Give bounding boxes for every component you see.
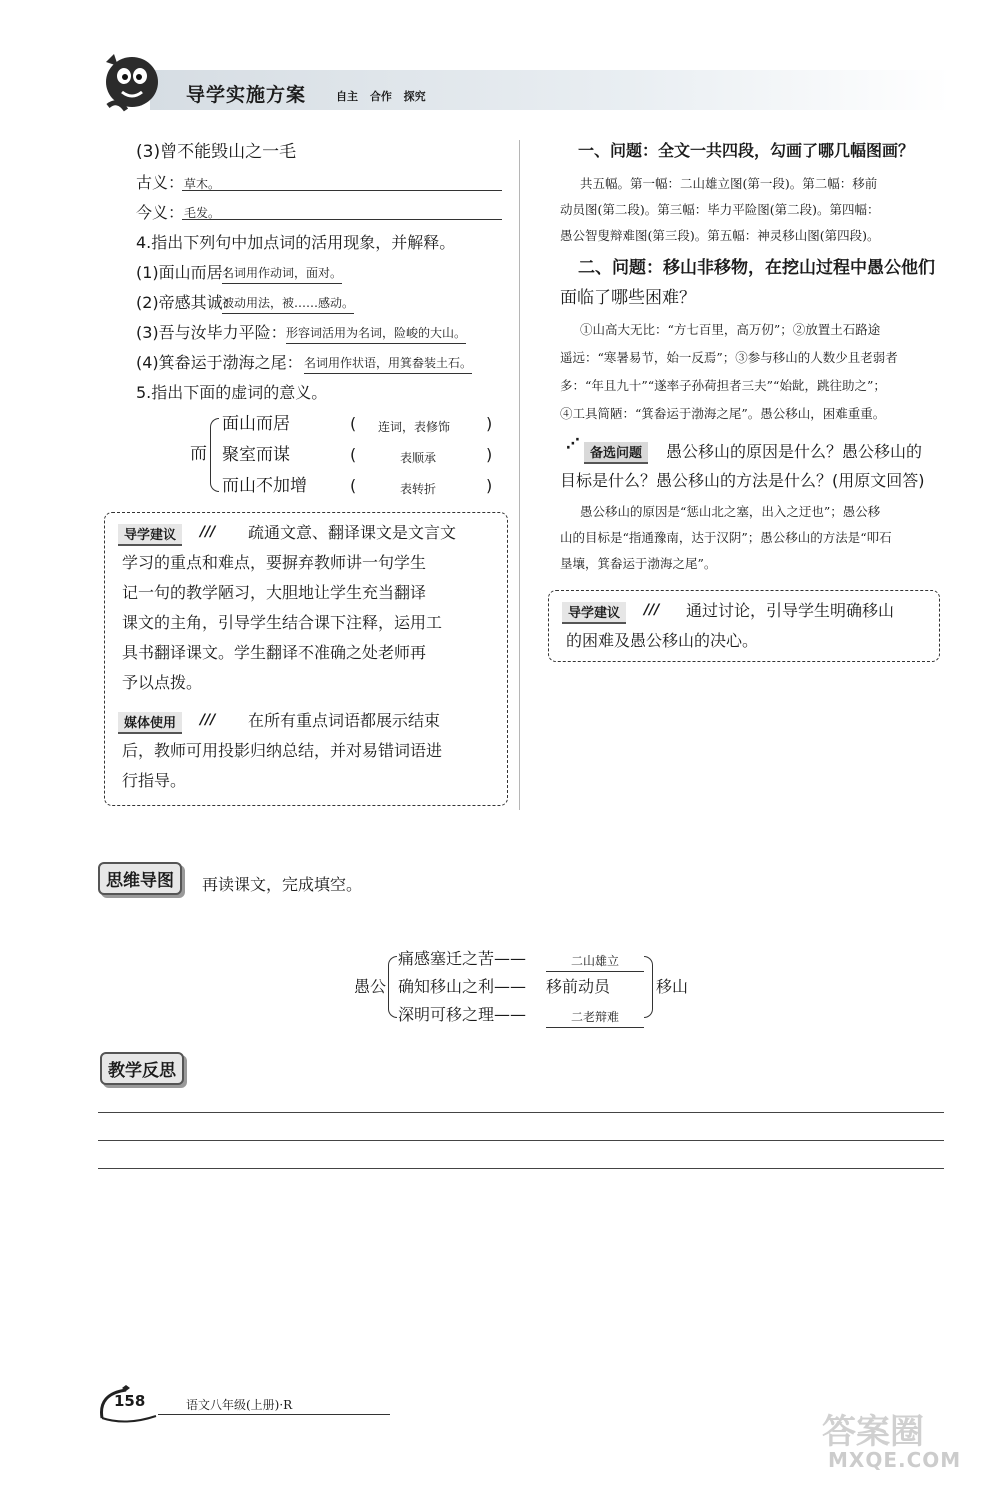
media-line-2: 后，教师可用投影归纳总结，并对易错词语进: [122, 741, 443, 760]
guidance-tag-left: 导学建议: [118, 524, 182, 546]
mindmap-row-2: 确知移山之利——: [398, 977, 527, 996]
q4-answer-2: 被动用法，被……感动。: [222, 294, 354, 314]
er-paren-open-3: (: [350, 476, 357, 495]
watermark-logo: 答案圈: [822, 1412, 924, 1452]
er-answer-2: 表顺承: [400, 451, 437, 465]
er-paren-open-1: (: [350, 414, 357, 433]
er-paren-open-2: (: [350, 445, 357, 464]
mindmap-row-3: 深明可移之理——: [398, 1005, 527, 1024]
question-1: 一、问题：全文一共四段，勾画了哪几幅图画？: [578, 141, 915, 160]
er-char: 而: [190, 444, 207, 464]
q4-item-2: (2)帝感其诚：: [136, 293, 239, 312]
er-item-2: 聚室而谋: [222, 445, 290, 465]
answer-2-line-1: ①山高大无比：“方七百里，高万仞”；②放置土石路途: [580, 322, 881, 337]
mindmap-tag: 思维导图: [98, 862, 182, 895]
er-paren-close-1: ): [486, 414, 493, 433]
mindmap-answer-2: 移前动员: [546, 977, 611, 996]
footer-rule: [158, 1414, 390, 1415]
q4-item-3: (3)吾与汝毕力平险：: [136, 323, 287, 342]
reflection-line-1: [98, 1112, 944, 1113]
alt-question-dots: ⋰: [566, 436, 580, 452]
gu-answer-line: [182, 190, 502, 191]
watermark-url: MXQE.COM: [828, 1448, 962, 1472]
q4-item-4: (4)箕畚运于渤海之尾：: [136, 353, 303, 372]
gu-label: 古义：: [136, 173, 185, 192]
mascot-logo: [96, 48, 166, 118]
reflection-line-3: [98, 1168, 944, 1169]
gu-answer: 草木。: [184, 177, 221, 191]
jin-answer-line: [182, 219, 502, 220]
tag-slashes-3: ///: [644, 602, 660, 618]
er-answer-1: 连词，表修饰: [378, 420, 451, 434]
item3-label: (3)曾不能毁山之一毛: [136, 142, 297, 162]
reflection-tag: 教学反思: [100, 1052, 184, 1085]
mindmap-result: 移山: [656, 977, 689, 996]
q4-answer-1: 名词用作动词，面对。: [222, 264, 342, 284]
mindmap-root: 愚公: [354, 977, 387, 996]
guidance-tag-right: 导学建议: [562, 602, 626, 624]
answer-2-line-2: 遥远：“寒暑易节，始一反焉”；③参与移山的人数少且老弱者: [560, 350, 898, 365]
guidance-right-line-2: 的困难及愚公移山的决心。: [566, 631, 759, 650]
media-tag: 媒体使用: [118, 712, 182, 734]
answer-2-line-4: ④工具简陋：“箕畚运于渤海之尾”。愚公移山，困难重重。: [560, 406, 886, 421]
mindmap-instruction: 再读课文，完成填空。: [202, 875, 363, 894]
book-title: 语文八年级(上册)·R: [186, 1398, 293, 1412]
answer-3-line-1: 愚公移山的原因是“惩山北之塞，出入之迂也”；愚公移: [580, 504, 881, 519]
tag-slashes: ///: [200, 524, 216, 540]
er-paren-close-3: ): [486, 476, 493, 495]
reflection-line-2: [98, 1140, 944, 1141]
mindmap-right-brace: [644, 956, 653, 1018]
er-item-1: 面山而居: [222, 414, 290, 434]
answer-1-line-3: 愚公智叟辩难图(第三段)。第五幅：神灵移山图(第四段)。: [560, 228, 880, 243]
alt-question-line-1: 愚公移山的原因是什么？愚公移山的: [666, 442, 923, 461]
guidance-line-1: 疏通文意、翻译课文是文言文: [248, 523, 457, 542]
question-2-line-1: 二、问题：移山非移物，在挖山过程中愚公他们: [578, 258, 935, 278]
tag-slashes-2: ///: [200, 712, 216, 728]
answer-3-line-3: 垦壤，箕畚运于渤海之尾”。: [560, 556, 717, 571]
guidance-line-6: 予以点拨。: [122, 673, 203, 692]
er-answer-3: 表转折: [400, 482, 437, 496]
mindmap-answer-1: 二山雄立: [546, 952, 644, 972]
media-line-3: 行指导。: [122, 771, 187, 790]
guidance-right-line-1: 通过讨论，引导学生明确移山: [686, 601, 895, 620]
media-line-1: 在所有重点词语都展示结束: [248, 711, 441, 730]
guidance-line-5: 具书翻译课文。学生翻译不准确之处老师再: [122, 643, 427, 662]
header-subtitle: 自主 合作 探究: [336, 90, 426, 103]
q4-item-1: (1)面山而居：: [136, 263, 239, 282]
header-title: 导学实施方案: [186, 84, 307, 106]
answer-1-line-2: 动员图(第二段)。第三幅：毕力平险图(第二段)。第四幅：: [560, 202, 880, 217]
page-number: 158: [114, 1392, 146, 1410]
answer-3-line-2: 山的目标是“指通豫南，达于汉阴”；愚公移山的方法是“叩石: [560, 530, 892, 545]
q5-prompt: 5.指出下面的虚词的意义。: [136, 383, 328, 402]
mindmap-left-brace: [388, 956, 397, 1018]
column-divider: [519, 140, 520, 810]
answer-2-line-3: 多：“年且九十”“遂率子孙荷担者三夫”“始龀，跳往助之”；: [560, 378, 886, 393]
guidance-line-3: 记一句的教学陋习，大胆地让学生充当翻译: [122, 583, 427, 602]
jin-answer: 毛发。: [184, 206, 221, 220]
er-brace: [210, 418, 219, 492]
q4-answer-4: 名词用作状语，用箕畚装土石。: [304, 354, 472, 374]
q4-answer-3: 形容词活用为名词，险峻的大山。: [286, 324, 466, 344]
question-2-line-2: 面临了哪些困难？: [560, 288, 696, 308]
alt-question-tag: 备选问题: [584, 442, 648, 464]
guidance-line-2: 学习的重点和难点，要摒弃教师讲一句学生: [122, 553, 427, 572]
er-paren-close-2: ): [486, 445, 493, 464]
guidance-line-4: 课文的主角，引导学生结合课下注释，运用工: [122, 613, 443, 632]
mindmap-answer-3: 二老辩难: [546, 1008, 644, 1028]
mindmap-row-1: 痛感塞迁之苦——: [398, 949, 527, 968]
q4-prompt: 4.指出下列句中加点词的活用现象，并解释。: [136, 233, 456, 252]
er-item-3: 而山不加增: [222, 476, 307, 496]
answer-1-line-1: 共五幅。第一幅：二山雄立图(第一段)。第二幅：移前: [580, 176, 878, 191]
jin-label: 今义：: [136, 203, 185, 222]
alt-question-line-2: 目标是什么？愚公移山的方法是什么？(用原文回答): [560, 471, 925, 490]
